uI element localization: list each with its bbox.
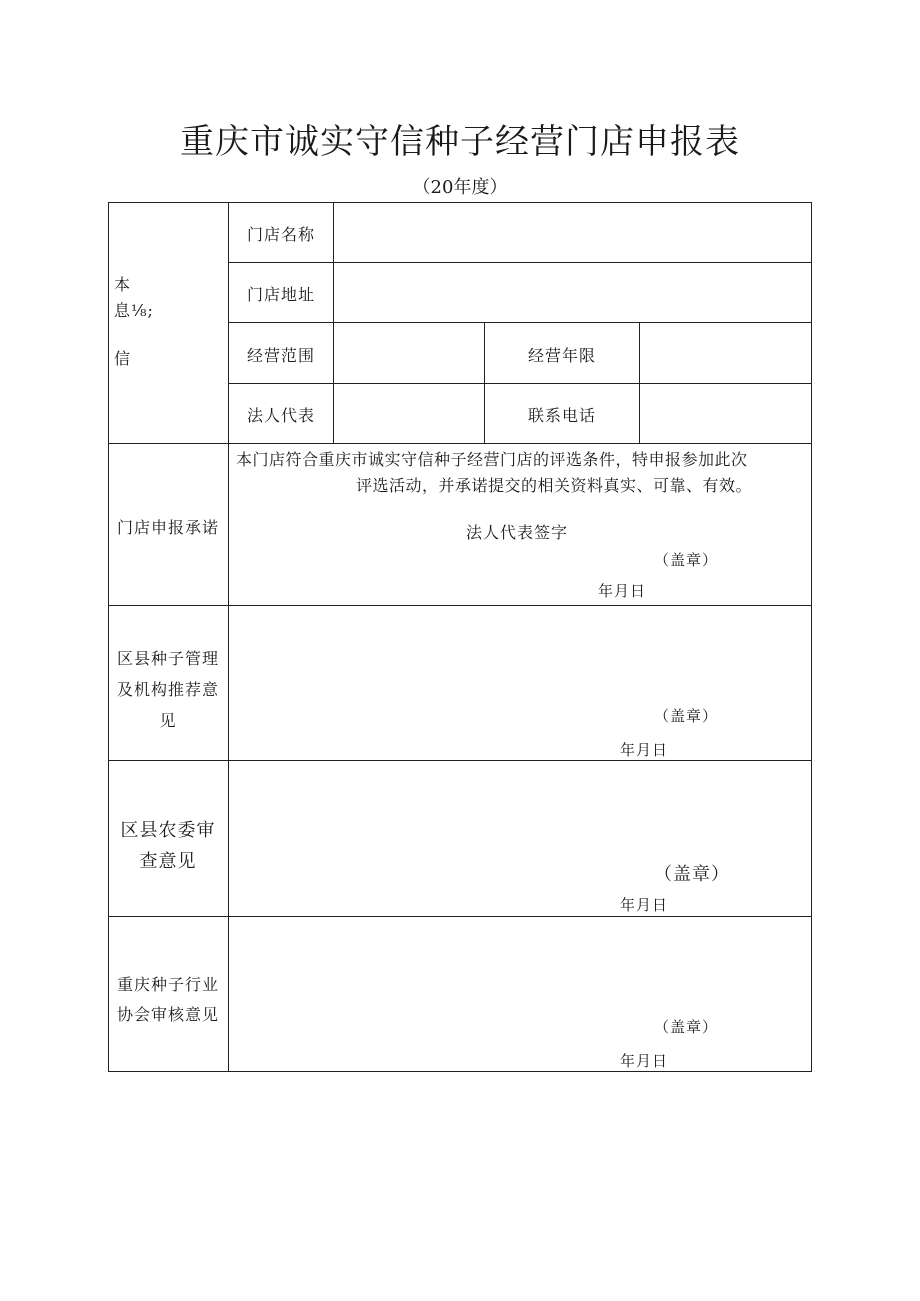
section-divider-4 <box>108 916 812 917</box>
district-seed-agency-date: 年月日 <box>620 741 669 759</box>
border-right <box>811 202 812 1072</box>
mid-value-divider <box>639 322 640 444</box>
signature-line: 法人代表签字 <box>466 523 569 542</box>
commitment-seal: （盖章） <box>654 551 719 569</box>
basic-info-label-1: 本 <box>114 275 132 294</box>
district-agri-committee-date: 年月日 <box>620 896 669 914</box>
business-years-label: 经营年限 <box>527 346 596 365</box>
application-form <box>108 202 812 1072</box>
row-divider-3 <box>228 383 812 384</box>
border-top <box>108 202 812 203</box>
legal-rep-label: 法人代表 <box>246 406 315 425</box>
form-title: 重庆市诚实守信种子经营门店申报表 <box>180 122 740 162</box>
section-divider-1 <box>108 443 812 444</box>
district-seed-agency-label-3: 见 <box>159 711 177 730</box>
district-seed-agency-label-1: 区县种子管理 <box>116 649 219 668</box>
district-agri-committee-seal: （盖章） <box>654 864 730 885</box>
store-address-label: 门店地址 <box>246 285 315 304</box>
section-divider-2 <box>108 605 812 606</box>
district-agri-committee-label-2: 查意见 <box>139 851 197 872</box>
association-date: 年月日 <box>620 1052 669 1070</box>
row-divider-2 <box>228 322 812 323</box>
commitment-date: 年月日 <box>598 582 647 600</box>
district-seed-agency-seal: （盖章） <box>654 707 719 725</box>
district-agri-committee-label-1: 区县农委审 <box>120 820 216 841</box>
association-seal: （盖章） <box>654 1018 719 1036</box>
store-name-label: 门店名称 <box>246 225 315 244</box>
business-scope-label: 经营范围 <box>246 346 315 365</box>
commitment-label: 门店申报承诺 <box>116 518 219 537</box>
row-divider-1 <box>228 262 812 263</box>
label-column-divider <box>228 202 229 1072</box>
border-bottom <box>108 1071 812 1072</box>
basic-info-label-3: 信 <box>114 349 132 368</box>
association-label-1: 重庆种子行业 <box>116 975 219 994</box>
field-label-divider <box>333 202 334 444</box>
section-divider-3 <box>108 760 812 761</box>
border-left <box>108 202 109 1072</box>
commitment-text-line1: 本门店符合重庆市诚实守信种子经营门店的评选条件，特申报参加此次 <box>236 450 748 469</box>
year-line: （20年度） <box>412 177 508 198</box>
basic-info-label-2: 息⅛; <box>114 301 154 320</box>
commitment-text-line2: 评选活动，并承诺提交的相关资料真实、可靠、有效。 <box>356 476 753 495</box>
district-seed-agency-label-2: 及机构推荐意 <box>116 680 219 699</box>
association-label-2: 协会审核意见 <box>116 1005 219 1024</box>
phone-label: 联系电话 <box>527 406 596 425</box>
